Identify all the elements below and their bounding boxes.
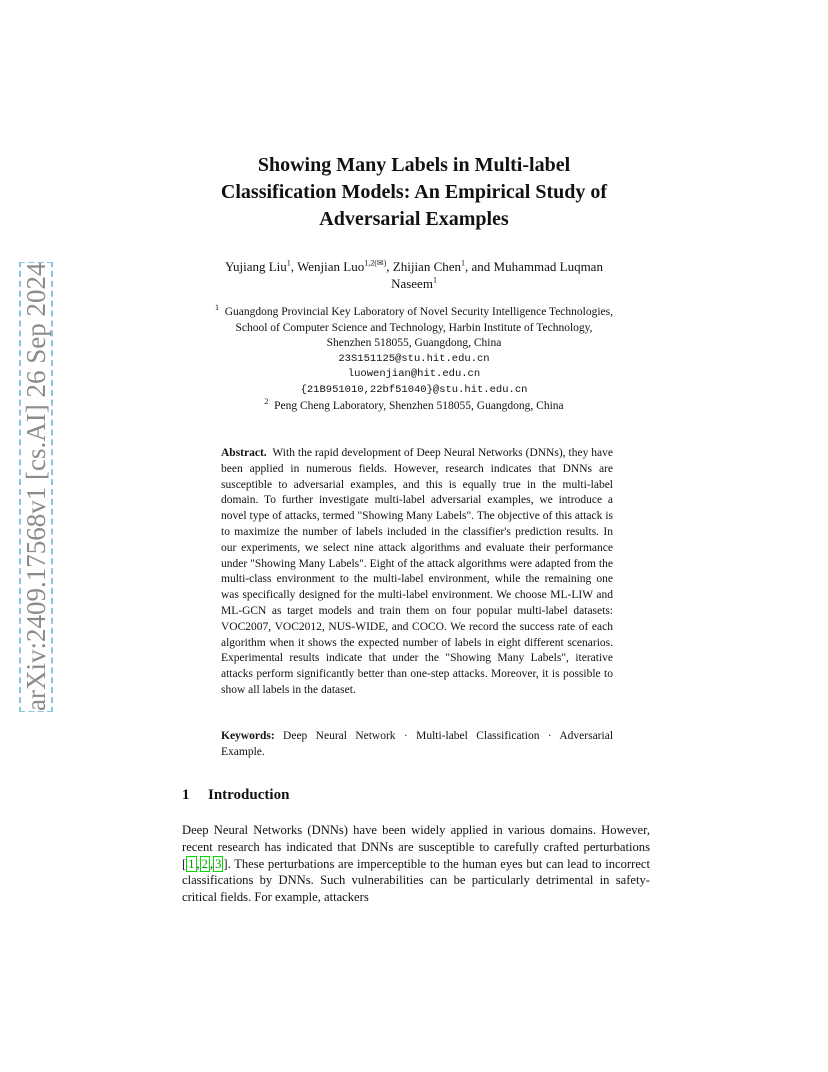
keywords — [221, 729, 613, 761]
paper-title — [200, 152, 628, 233]
email-address[interactable]: 23S151125@stu.hit.edu.cn — [338, 352, 490, 365]
author-list: Yujiang Liu$^1$, Wenjian Luo$^{1,2(✉)}$, Zhijian Chen$^1$, and Muhammad Luqman Naseem$^1$ — [225, 258, 603, 291]
author-affiliation-mark: 1 — [432, 275, 437, 285]
title-line-3: Adversarial Examples — [319, 208, 509, 230]
abstract — [221, 446, 613, 699]
citation-bracket: [ — [182, 856, 187, 871]
affiliation-line: School of Computer Science and Technology, Harbin Institute of Technology, — [235, 321, 593, 334]
title-line-2: Classification Models: An Empirical Study of — [220, 181, 608, 203]
email-address[interactable]: luowenjian@hit.edu.cn — [347, 368, 481, 381]
paragraph-text: . These perturbations are imperceptible to the human eyes but can lead to incorrect classifications by DNNs. Such vulnerabilities can be particularly detrimental in safety-critical fields. For example, attackers — [182, 856, 650, 905]
author-name: Yujiang Liu — [225, 259, 287, 274]
affiliation-line: Peng Cheng Laboratory, Shenzhen 518055, Guangdong, China — [274, 399, 564, 412]
introduction-paragraph: Deep Neural Networks (DNNs) have been widely applied in various domains. However, recent research has indicated that DNNs are susceptible to carefully crafted perturbations [ 1 , 2 , 3 ]. These perturbations are imperceptible to the human eyes but can lead to incorrect classifications by DNNs. Such vulnerabilities can be particularly detrimental in safety-critical fields. For example, attackers — [182, 823, 650, 905]
citation-bracket: ] — [223, 856, 228, 871]
paragraph-text: Deep Neural Networks (DNNs) have been widely applied in various domains. However, recent research has indicated that DNNs are susceptible to carefully crafted perturbations — [182, 823, 650, 854]
email-address[interactable]: {21B951010,22bf51040}@stu.hit.edu.cn — [300, 383, 528, 396]
keywords-text: Deep Neural Network · Multi-label Classification · Adversarial Example. — [221, 730, 614, 758]
section-number: 1 — [182, 787, 190, 803]
affiliations — [170, 305, 658, 414]
title-line-1: Showing Many Labels in Multi-label — [257, 154, 571, 176]
arxiv-stamp — [18, 262, 54, 712]
affiliation-mark: 1 — [214, 303, 219, 313]
keywords-label: Keywords: — [221, 730, 275, 742]
citation-link[interactable]: 1 — [188, 856, 195, 871]
affiliation-mark: 2 — [264, 396, 269, 406]
section-heading — [182, 787, 289, 804]
arxiv-stamp-text: arXiv:2409.17568v1 [cs.AI] 26 Sep 2024 — [21, 262, 51, 711]
author-name: Naseem — [391, 276, 433, 291]
author-name: Zhijian Chen — [392, 259, 462, 274]
corresponding-author-mark: 1,2(✉) — [364, 258, 387, 268]
citation-link[interactable]: 2 — [201, 856, 208, 871]
section-title: Introduction — [208, 787, 290, 803]
citation-link[interactable]: 3 — [215, 856, 222, 871]
author-name: Wenjian Luo — [297, 259, 365, 274]
author-affiliation-mark: 1 — [286, 258, 291, 268]
author-affiliation-mark: 1 — [461, 258, 466, 268]
affiliation-line: Shenzhen 518055, Guangdong, China — [326, 337, 502, 350]
affiliation-line: Guangdong Provincial Key Laboratory of Novel Security Intelligence Technologies, — [224, 306, 614, 318]
abstract-label: Abstract. — [221, 447, 267, 459]
abstract-text: With the rapid development of Deep Neural Networks (DNNs), they have been applied in numerous fields. However, research indicates that DNNs are susceptible to adversarial examples, and this is equally true in the multi-label domain. To further investigate multi-label adversarial examples, we introduce a novel type of attacks, termed "Showing Many Labels". The objective of this attack is to maximize the number of labels included in the classifier's prediction results. In our experiments, we select nine attack algorithms and evaluate their performance under "Showing Many Labels". Eight of the attack algorithms were adapted from the multi-class environment to the multi-label environment, while the remaining one was specifically designed for the multi-label environment. We choose ML-LIW and ML-GCN as target models and train them on four popular multi-label datasets: VOC2007, VOC2012, NUS-WIDE, and COCO. We record the success rate of each algorithm when it shows the expected number of labels in eight different scenarios. Experimental results indicate that under the "Showing Many Labels", iterative attacks perform significantly better than one-step attacks. Moreover, it is possible to show all labels in the dataset. — [221, 447, 613, 696]
author-name: , and Muhammad Luqman — [465, 259, 603, 274]
